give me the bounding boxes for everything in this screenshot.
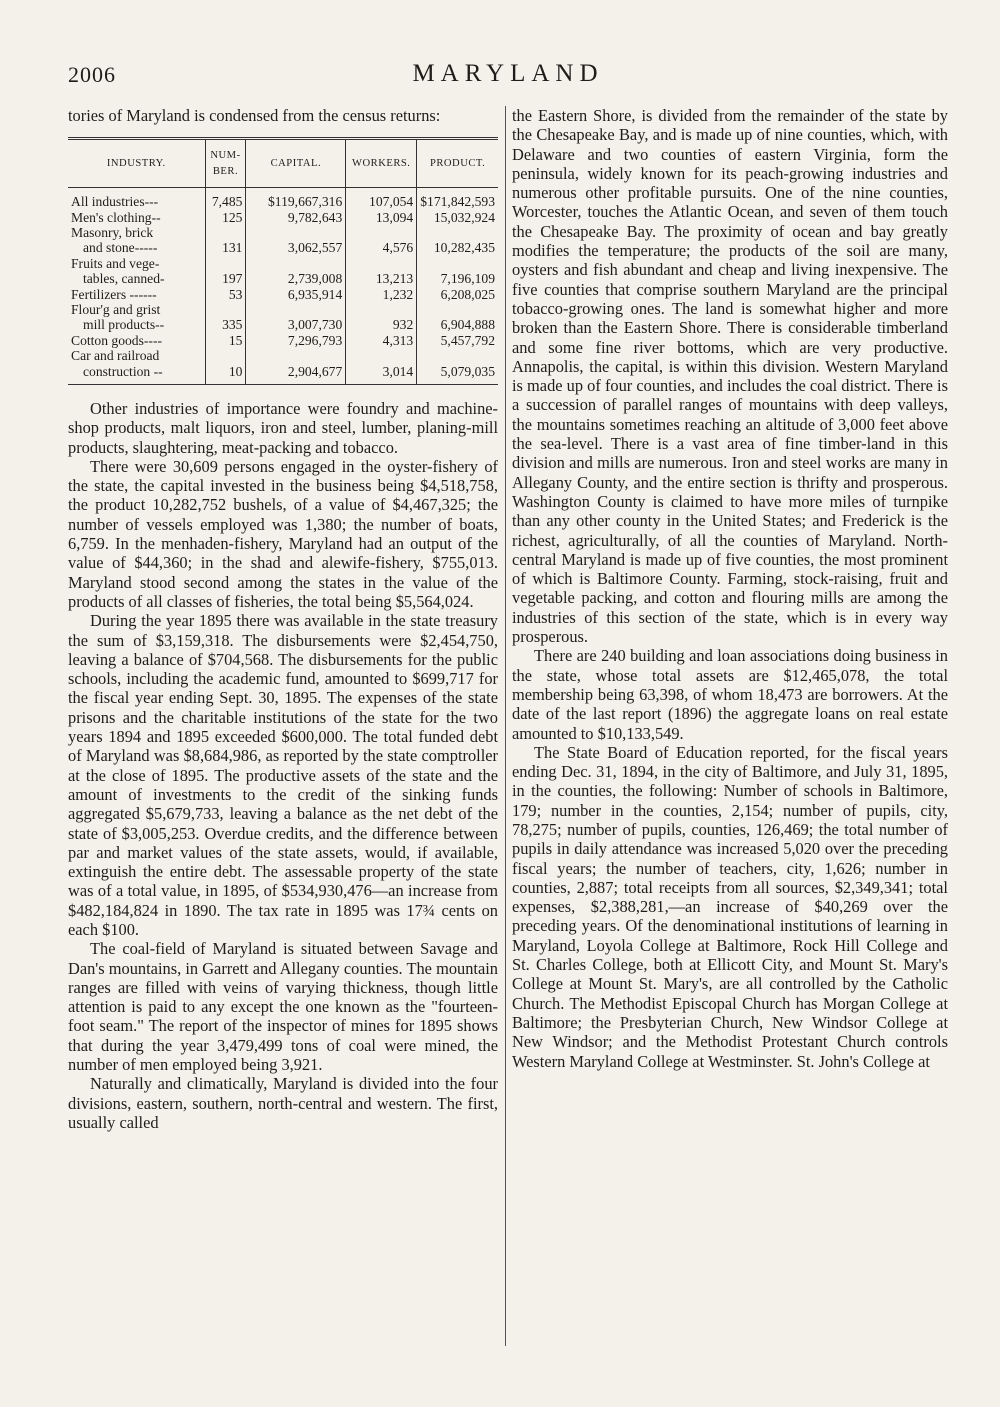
number-cell: 125 <box>205 210 246 225</box>
header-product: PRODUCT. <box>417 139 498 188</box>
product-cell: 6,208,025 <box>417 287 498 302</box>
page-header <box>68 62 948 94</box>
product-cell: 5,079,035 <box>417 348 498 384</box>
paragraph-other-industries: Other industries of importance were foundry and machine-shop products, malt liquors, iron and steel, lumber, planing-mill products, slaughtering, meat-packing and tobacco. <box>68 398 498 457</box>
industry-name: Fertilizers ------ <box>71 286 157 302</box>
table-row <box>68 188 498 210</box>
paragraph-coal-field: The coal-field of Maryland is situated between Savage and Dan's mountains, in Garrett and Allegany counties. The mountain ranges are filled with veins of varying thickness, though little attention is paid to any except the one known as the "fourteen-foot seam." The report of the inspector of mines for 1895 shows that during the year 3,479,499 tons of coal were mined, the number of men employed being 3,921. <box>68 939 498 1075</box>
capital-cell: 6,935,914 <box>246 287 346 302</box>
paragraph-state-finances: During the year 1895 there was available in the state treasury the sum of $3,159,318. The disbursements were $2,454,750, leaving a balance of $704,568. The disbursements for the public schools, including the academic fund, amounted to $699,717 for the fiscal year ending Sept. 30, 1895. The expenses of the state prisons and the charitable institutions of the state for the two years 1894 and 1895 exceeded $600,000. The total funded debt of Maryland was $8,684,986, as reported by the state comptroller at the close of 1895. The productive assets of the state and the amount of investments to the credit of the sinking funds aggregated $5,679,733, leaving a balance as the net debt of the state of $3,005,253. Overdue credits, and the difference between par and market values of the state assets, would, if available, extinguish the entire debt. The assessable property of the state was of a total value, in 1895, of $534,930,476—an increase from $482,184,824 in 1890. The tax rate in 1895 was 17¾ cents on each $100. <box>68 611 498 939</box>
workers-cell: 107,054 <box>346 188 417 210</box>
right-column <box>512 106 948 1071</box>
header-industry: INDUSTRY. <box>68 139 205 188</box>
table-row <box>68 287 498 302</box>
left-column <box>68 106 498 1132</box>
capital-cell: 7,296,793 <box>246 333 346 348</box>
number-cell: 197 <box>205 256 246 287</box>
capital-cell: 3,007,730 <box>246 302 346 333</box>
table-row <box>68 348 498 384</box>
number-cell: 7,485 <box>205 188 246 210</box>
header-workers: WORKERS. <box>346 139 417 188</box>
industry-name: Men's clothing-- <box>71 209 161 225</box>
product-cell: 5,457,792 <box>417 333 498 348</box>
product-cell: 10,282,435 <box>417 225 498 256</box>
paragraph-oyster-fishery: There were 30,609 persons engaged in the oyster-fishery of the state, the capital invested in the business being $4,518,758, the product 10,282,752 bushels, of a value of $4,467,325; the number of vessels employed was 1,380; the number of boats, 6,759. In the menhaden-fishery, Maryland had an output of the value of $44,360; in the shad and alewife-fishery, $755,013. Maryland stood second among the states in the value of the products of all classes of fisheries, the total being $5,564,024. <box>68 456 498 611</box>
table-intro: tories of Maryland is condensed from the census returns: <box>68 106 441 125</box>
table-row <box>68 225 498 256</box>
capital-cell: 2,739,008 <box>246 256 346 287</box>
capital-cell: 2,904,677 <box>246 348 346 384</box>
product-cell: 15,032,924 <box>417 210 498 225</box>
number-cell: 53 <box>205 287 246 302</box>
workers-cell: 4,576 <box>346 225 417 256</box>
number-cell: 15 <box>205 333 246 348</box>
industry-name: Cotton goods---- <box>71 332 162 348</box>
capital-cell: $119,667,316 <box>246 188 346 210</box>
workers-cell: 1,232 <box>346 287 417 302</box>
number-cell: 10 <box>205 348 246 384</box>
product-cell: 6,904,888 <box>417 302 498 333</box>
paragraph-building-loan: There are 240 building and loan associations doing business in the state, whose total assets are $12,465,078, the total membership being 63,398, of whom 18,473 are borrowers. At the date of the last report (1896) the aggregate loans on real estate amounted to $10,133,549. <box>512 646 948 743</box>
capital-cell: 3,062,557 <box>246 225 346 256</box>
workers-cell: 4,313 <box>346 333 417 348</box>
number-cell: 131 <box>205 225 246 256</box>
paragraph-education: The State Board of Education reported, for the fiscal years ending Dec. 31, 1894, in the city of Baltimore, and July 31, 1895, in the counties, the following: Number of schools in Baltimore, 179; number in the counties, 2,154; number of pupils, city, 78,275; number of pupils, counties, 126,469; the total number of pupils in daily attendance was increased 5,020 over the preceding fiscal years; the number of teachers, city, 1,626; number in counties, 2,887; total receipts from all sources, $2,349,341; total expenses, $2,388,281,—an increase of $40,269 over the preceding years. Of the denominational institutions of learning in Maryland, Loyola College at Baltimore, Rock Hill College and St. Charles College, both at Ellicott City, and Mount St. Mary's College at Mount St. Mary's, are all controlled by the Catholic Church. The Methodist Episcopal Church has Morgan College at Baltimore; the Presbyterian Church, New Windsor College at New Windsor; and the Methodist Protestant Church controls Western Maryland College at Westminster. St. John's College at <box>512 742 948 1071</box>
product-cell: 7,196,109 <box>417 256 498 287</box>
table-row <box>68 333 498 348</box>
table-row <box>68 210 498 225</box>
header-capital: CAPITAL. <box>246 139 346 188</box>
industry-name: Flour'g and grist mill products-- <box>71 301 165 333</box>
product-cell: $171,842,593 <box>417 188 498 210</box>
paragraph-divisions: Naturally and climatically, Maryland is divided into the four divisions, eastern, southern, north-central and western. The first, usually called <box>68 1074 498 1132</box>
table-row <box>68 256 498 287</box>
column-divider <box>505 106 506 1346</box>
industry-name: All industries--- <box>71 194 159 210</box>
industry-name: Masonry, brick and stone----- <box>71 224 158 256</box>
capital-cell: 9,782,643 <box>246 210 346 225</box>
header-number: NUM-BER. <box>205 139 246 188</box>
workers-cell: 932 <box>346 302 417 333</box>
industry-name: Fruits and vege- tables, canned- <box>71 255 165 287</box>
paragraph-regions: the Eastern Shore, is divided from the remainder of the state by the Chesapeake Bay, and is made up of nine counties, which, with Delaware and two counties of eastern Virginia, form the peninsula, widely known for its peach-growing industries and numerous other profitable pursuits. One of the nine counties, Worcester, touches the Atlantic Ocean, and seven of them touch the Chesapeake Bay. The proximity of ocean and bay greatly modifies the temperature; the products of the soil are many, oysters and fish abundant and cheap and living inexpensive. The five counties that comprise southern Maryland are the principal tobacco-growing ones. The land is somewhat higher and more broken than the Eastern Shore. There is considerable timberland and some fine river bottoms, which are very productive. Annapolis, the capital, is within this division. Western Maryland is made up of four counties, and includes the coal district. There is a succession of parallel ranges of mountains with deep valleys, the mountains sometimes reaching an altitude of 3,000 feet above the sea-level. There is a vast area of fine timber-land in this division and mills are numerous. Iron and steel works are many in Allegany County, and the entire section is thrifty and prosperous. Washington County is claimed to have more miles of turnpike than any other county in the United States; and Frederick is the richest, agriculturally, of all the counties of Maryland. North-central Maryland is made up of five counties, the most prominent of which is Baltimore County. Farming, stock-raising, fruit and vegetable packing, and cotton and flouring mills are among the industries of this section of the state, which is in every way prosperous. <box>512 106 948 647</box>
number-cell: 335 <box>205 302 246 333</box>
workers-cell: 13,094 <box>346 210 417 225</box>
workers-cell: 3,014 <box>346 348 417 384</box>
table-header-row <box>68 139 498 188</box>
industry-table <box>68 137 498 385</box>
table-row <box>68 302 498 333</box>
industry-name: Car and railroad construction -- <box>71 348 163 379</box>
running-title: MARYLAND <box>412 60 604 87</box>
page-number: 2006 <box>68 62 116 87</box>
workers-cell: 13,213 <box>346 256 417 287</box>
